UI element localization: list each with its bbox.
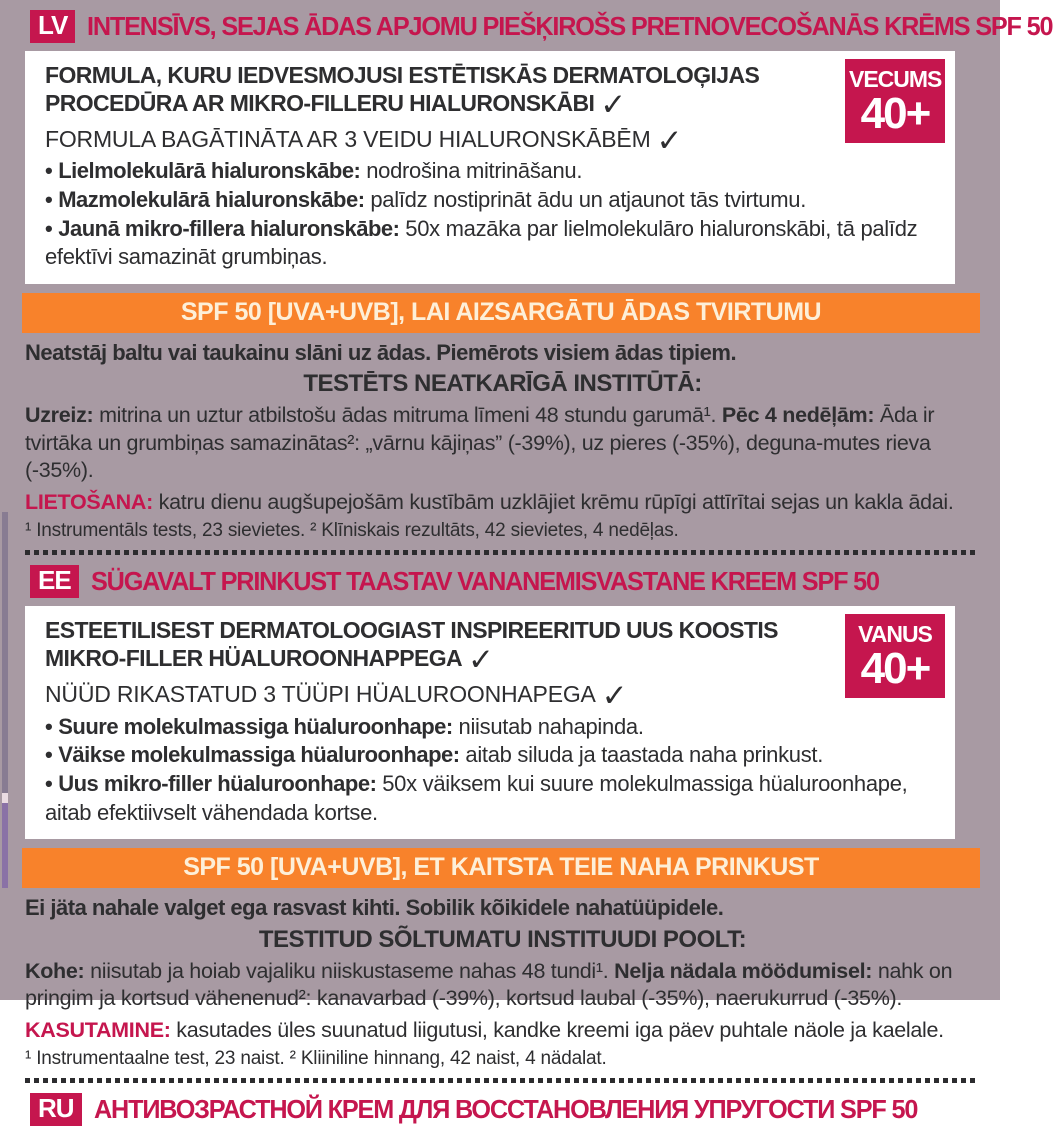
ee-header (0, 555, 1000, 602)
lv-enriched-heading-text: FORMULA BAGĀTINĀTA AR 3 VEIDU HIALURONSKĀBĒM (45, 125, 651, 152)
list-item (45, 741, 941, 770)
lv-immediate-label: Uzreiz: (25, 403, 94, 428)
ee-language-badge: EE (30, 565, 79, 598)
ee-body-copy (25, 894, 980, 1070)
ee-bullet3-text: 50x väiksem kui suure molekulmassiga hüaluroonhape, aitab efektiivselt vähendada kortse. (45, 771, 908, 825)
check-icon: ✓ (600, 86, 626, 122)
lv-bullet1-text: nodrošina mitrināšanu. (360, 158, 583, 184)
ee-formula-panel (25, 606, 955, 839)
lv-formula-heading-text: FORMULA, KURU IEDVESMOJUSI ESTĒTISKĀS DERMATOLOĢIJAS PROCEDŪRA AR MIKRO-FILLERU HIALURONSKĀBI (45, 61, 760, 116)
lv-usage-text: katru dienu augšupejošām kustībām uzklājiet krēmu rūpīgi attīrītai sejas un kakla ādai. (153, 489, 954, 514)
lv-header (0, 0, 1053, 47)
lv-language-badge: LV (30, 10, 75, 43)
ee-enriched-heading-text: NÜÜD RIKASTATUD 3 TÜÜPI HÜALUROONHAPEGA (45, 681, 596, 708)
check-icon: ✓ (601, 678, 628, 714)
ee-results-paragraph (25, 958, 980, 1013)
left-edge-stripe (2, 512, 8, 793)
lv-later-label: Pēc 4 nedēļām: (721, 403, 875, 428)
left-edge-stripe-lower (2, 803, 8, 888)
lv-results-paragraph (25, 402, 980, 485)
lv-spf-banner: SPF 50 [UVA+UVB], LAI AIZSARGĀTU ĀDAS TVIRTUMU (22, 293, 980, 333)
lv-bullet2-lead: Mazmolekulārā hialuronskābe: (58, 187, 365, 213)
ee-panel-headings (45, 616, 941, 714)
ee-skin-note: Ei jäta nahale valget ega rasvast kihti. Sobilik kõikidele nahatüüpidele. (25, 895, 724, 921)
left-edge-stripe-notch (2, 793, 8, 803)
lv-tested-heading: TESTĒTS NEATKARĪGĀ INSTITŪTĀ: (303, 370, 702, 398)
lv-bullet-list (45, 157, 941, 271)
list-item (45, 215, 941, 272)
ee-bullet1-text: niisutab nahapinda. (452, 713, 644, 739)
lv-formula-panel (25, 51, 955, 284)
lv-formula-heading (45, 61, 816, 122)
ee-footnote: ¹ Instrumentaalne test, 23 naist. ² Kliiniline hinnang, 42 naist, 4 nädalat. (25, 1048, 607, 1070)
ee-immediate-label: Kohe: (25, 958, 85, 983)
ee-tested-heading: TESTITUD SÕLTUMATU INSTITUUDI POOLT: (258, 925, 747, 953)
ee-usage-paragraph (25, 1017, 980, 1045)
list-item (45, 157, 941, 186)
lv-bullet3-lead: Jaunā mikro-fillera hialuronskābe: (58, 215, 400, 241)
list-item (45, 713, 941, 742)
lv-bullet3-text: 50x mazāka par lielmolekulāro hialuronskābi, tā palīdz efektīvi samazināt grumbiņas. (45, 215, 918, 270)
lv-panel-headings (45, 61, 941, 158)
ee-usage-label: KASUTAMINE: (25, 1017, 171, 1042)
ee-bullet-list (45, 713, 941, 827)
ee-age-badge-value: 40+ (860, 644, 930, 694)
lv-usage-paragraph (25, 489, 980, 517)
ee-formula-heading-text: ESTEETILISEST DERMATOLOOGIAST INSPIREERITUD UUS KOOSTIS MIKRO-FILLER HÜALUROONHAPPEGA (45, 616, 778, 672)
ee-enriched-heading (45, 678, 816, 714)
lv-skin-note: Neatstāj baltu vai taukainu slāni uz ādas. Piemērots visiem ādas tipiem. (25, 339, 737, 365)
lv-usage-label: LIETOŠANA: (25, 489, 153, 514)
lv-product-title: INTENSĪVS, SEJAS ĀDAS APJOMU PIEŠĶIROŠS PRETNOVECOŠANĀS KRĒMS SPF 50 (87, 10, 1053, 41)
list-item (45, 770, 941, 827)
lv-age-badge-label: VECUMS (849, 65, 942, 92)
ru-language-badge: RU (30, 1093, 82, 1126)
list-item (45, 186, 941, 215)
ee-immediate-text: niisutab ja hoiab vajaliku niiskustaseme nahas 48 tundi¹. (84, 958, 615, 983)
ee-product-title: SÜGAVALT PRINKUST TAASTAV VANANEMISVASTANE KREEM SPF 50 (90, 566, 879, 597)
ee-age-badge-label: VANUS (858, 620, 932, 647)
lv-age-badge-value: 40+ (860, 88, 930, 138)
ee-bullet2-lead: Väikse molekulmassiga hüaluroonhape: (58, 742, 460, 768)
ee-bullet3-lead: Uus mikro-filler hüaluroonhape: (58, 771, 377, 796)
ee-later-label: Nelja nädala möödumisel: (614, 958, 873, 983)
lv-footnote: ¹ Instrumentāls tests, 23 sievietes. ² Klīniskais rezultāts, 42 sievietes, 4 nedēļas. (25, 520, 679, 542)
ru-header (0, 1083, 1000, 1130)
ru-product-title: АНТИВОЗРАСТНОЙ КРЕМ ДЛЯ ВОССТАНОВЛЕНИЯ УПРУГОСТИ SPF 50 (93, 1094, 917, 1125)
lv-age-badge (845, 59, 945, 143)
ee-bullet2-text: aitab siluda ja taastada naha prinkust. (459, 742, 824, 768)
check-icon: ✓ (656, 122, 683, 158)
ee-age-badge (845, 614, 945, 698)
lv-body-copy (25, 339, 980, 543)
ee-spf-banner: SPF 50 [UVA+UVB], ET KAITSTA TEIE NAHA PRINKUST (22, 848, 980, 888)
ee-formula-heading (45, 616, 816, 678)
ee-bullet1-lead: Suure molekulmassiga hüaluroonhape: (58, 713, 453, 739)
lv-immediate-text: mitrina un uztur atbilstošu ādas mitruma līmeni 48 stundu garumā¹. (93, 403, 722, 428)
lv-later-text: Āda ir tvirtāka un grumbiņas samazinātas²: „vārnu kājiņas” (-39%), uz pieres (-35%), deguna-mutes rieva (-35%). (25, 403, 935, 483)
ee-usage-text: kasutades üles suunatud liigutusi, kandke kreemi iga päev puhtale näole ja kaelale. (170, 1017, 944, 1042)
lv-enriched-heading (45, 122, 816, 158)
lv-bullet2-text: palīdz nostiprināt ādu un atjaunot tās tvirtumu. (364, 187, 807, 213)
lv-bullet1-lead: Lielmolekulārā hialuronskābe: (58, 158, 361, 184)
check-icon: ✓ (468, 642, 494, 678)
ee-later-text: nahk on pringim ja kortsud vähenenud²: kanavarbad (-39%), kortsud laubal (-35%), naerukurrud (-35%). (25, 958, 953, 1011)
